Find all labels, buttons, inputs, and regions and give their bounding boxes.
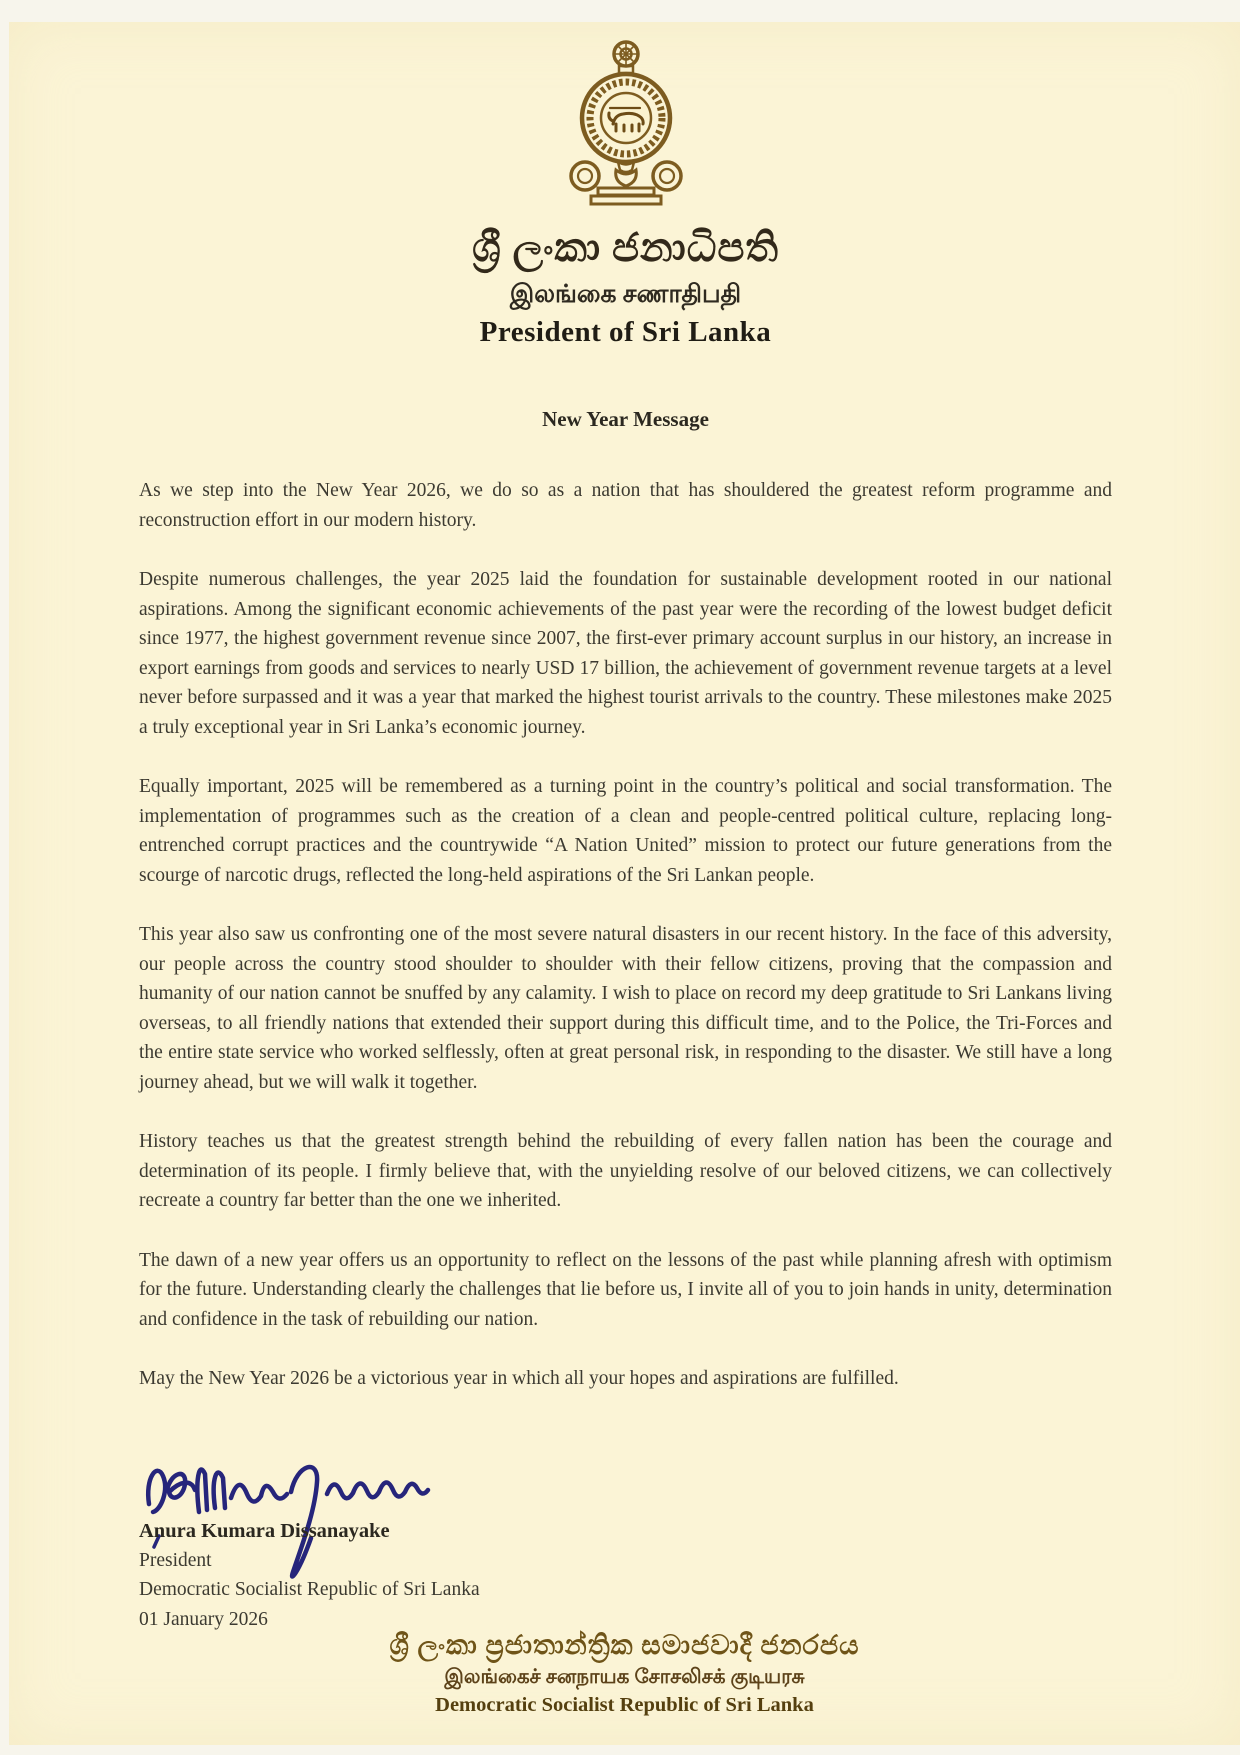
letter-date: 01 January 2026 — [139, 1608, 268, 1630]
sri-lanka-emblem-icon — [566, 38, 686, 210]
footer-line-tamil: இலங்கைச் சனநாயக சோசலிசக் குடியரசு — [444, 1666, 805, 1688]
paragraph-1: As we step into the New Year 2026, we do so as a nation that has shouldered the greatest reform programme and reconstruction effort in our modern history. — [139, 480, 1112, 531]
paragraph-2: Despite numerous challenges, the year 2025 laid the foundation for sustainable development rooted in our national aspirations. Among the significant economic achievements of the past year were the recording of the lowest budget deficit since 1977, the highest government revenue since 2007, the first-ever primary account surplus in our history, an increase in export earnings from goods and services to nearly USD 17 billion, the achievement of government revenue targets at a level never before surpassed and it was a year that marked the highest tourist arrivals to the country. These milestones make 2025 a truly exceptional year in Sri Lanka’s economic journey. — [139, 569, 1112, 738]
signatory-title: President — [139, 1549, 212, 1571]
signature-ink — [139, 1424, 1112, 1516]
letter-heading: New Year Message — [542, 407, 709, 431]
paragraph-4: This year also saw us confronting one of the most severe natural disasters in our recent history. In the face of this adversity, our people across the country stood shoulder to shoulder with their fellow citizens, proving that the compassion and humanity of our nation cannot be snuffed by any calamity. I wish to place on record my deep gratitude to Sri Lankans living overseas, to all friendly nations that extended their support during this difficult time, and to the Police, the Tri-Forces and the entire state service who worked selflessly, often at great personal risk, in responding to the disaster. We still have a long journey ahead, but we will walk it together. — [139, 924, 1112, 1093]
paragraph-3: Equally important, 2025 will be remembered as a turning point in the country’s political and social transformation. The implementation of programmes such as the creation of a clean and people-centred political culture, replacing long-entrenched corrupt practices and the countrywide “A Nation United” mission to protect our future generations from the scourge of narcotic drugs, reflected the long-held aspirations of the Sri Lankan people. — [139, 776, 1112, 886]
national-emblem — [566, 38, 686, 215]
header-title-english: President of Sri Lanka — [479, 316, 772, 348]
footer-line-sinhala: ශ්‍රී ලංකා ප්‍රජාතාන්ත්‍රික සමාජවාදී ජනරජය — [389, 1630, 860, 1660]
header-title-sinhala: ශ්‍රී ලංකා ජනාධිපති — [472, 225, 779, 270]
letter-page — [9, 22, 1240, 1745]
paragraph-5: History teaches us that the greatest strength behind the rebuilding of every fallen nation has been the courage and determination of its people. I firmly believe that, with the unyielding resolve of our beloved citizens, we can collectively recreate a country far better than the one we inherited. — [139, 1131, 1112, 1211]
paragraph-7: May the New Year 2026 be a victorious year in which all your hopes and aspirations are fulfilled. — [139, 1368, 899, 1389]
header-title-tamil: இலங்கை சணாதிபதி — [509, 281, 742, 308]
signatory-name: Anura Kumara Dissanayake — [139, 1519, 390, 1542]
signature-icon — [141, 1420, 481, 1600]
paragraph-6: The dawn of a new year offers us an opportunity to reflect on the lessons of the past while planning afresh with optimism for the future. Understanding clearly the challenges that lie before us, I invite all of you to join hands in unity, determination and confidence in the task of rebuilding our nation. — [139, 1249, 1112, 1330]
signatory-organization: Democratic Socialist Republic of Sri Lanka — [139, 1579, 480, 1600]
letterhead-footer — [9, 1628, 1240, 1719]
footer-line-english: Democratic Socialist Republic of Sri Lanka — [435, 1694, 814, 1716]
letter-content — [9, 22, 1240, 1745]
